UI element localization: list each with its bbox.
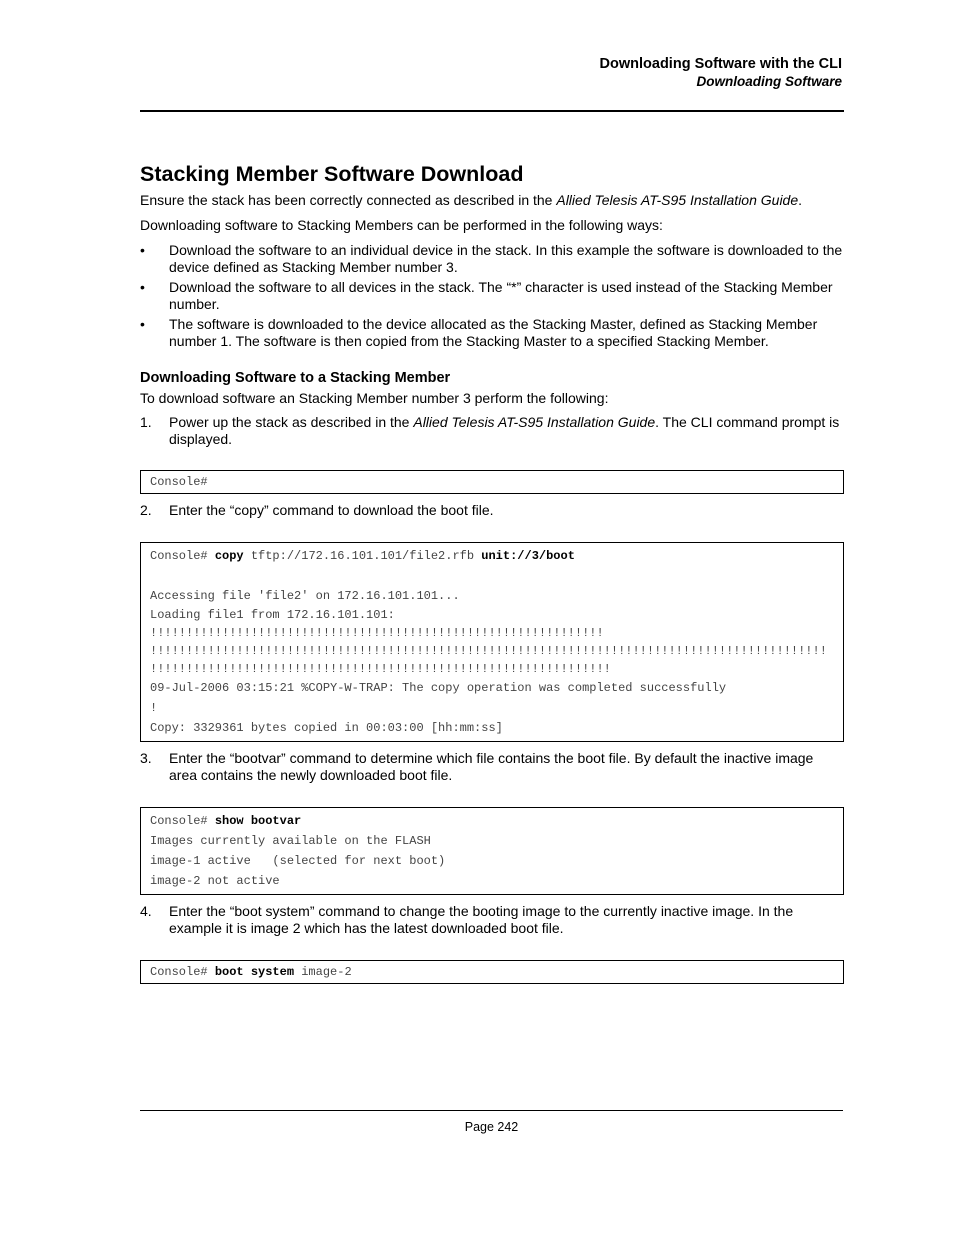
- page-body: [140, 192, 844, 984]
- command-arg: image-2: [301, 965, 352, 979]
- list-item: [140, 279, 844, 313]
- code-line: !!!!!!!!!!!!!!!!!!!!!!!!!!!!!!!!!!!!!!!!!!!!!!!!!!!!!!!!!!!!!!!!!!!!!!!!!!!!!!!!!!!!!!!!!!!!!!: [150, 644, 827, 658]
- code-line: [150, 962, 834, 982]
- intro-reference: Allied Telesis AT-S95 Installation Guide: [556, 192, 799, 208]
- page-number: Page 242: [464, 1120, 519, 1134]
- step-text: Enter the “bootvar” command to determine which file contains the boot file. By default the inactive image area contains the newly downloaded boot file.: [169, 750, 814, 783]
- command: copy: [214, 549, 244, 563]
- step-text: Enter the “boot system” command to change the booting image to the currently inactive image. In the example it is image 2 which has the latest downloaded boot file.: [169, 903, 794, 936]
- code-line-blank: [150, 566, 834, 586]
- step-number: 3.: [140, 750, 152, 766]
- command-arg: tftp://172.16.101.101/file2.rfb: [250, 549, 475, 563]
- command: show bootvar: [214, 814, 302, 828]
- header-divider: [140, 110, 844, 112]
- running-header: [600, 56, 842, 90]
- step-number: 4.: [140, 903, 152, 919]
- code-block-console: [140, 470, 844, 494]
- prompt: Console#: [150, 965, 208, 979]
- code-block-boot-system: [140, 960, 844, 984]
- step-2: [140, 502, 844, 519]
- bullet-marker: •: [140, 316, 145, 332]
- code-line: 09-Jul-2006 03:15:21 %COPY-W-TRAP: The copy operation was completed successfully: [150, 681, 727, 695]
- step-reference: Allied Telesis AT-S95 Installation Guide: [413, 414, 656, 430]
- intro-paragraph: [140, 192, 844, 209]
- step-1: [140, 414, 844, 448]
- footer-divider: [140, 1110, 843, 1111]
- list-item-text: Download the software to all devices in the stack. The “*” character is used instead of the Stacking Member number.: [169, 279, 833, 312]
- code-line: [150, 546, 834, 566]
- list-item: [140, 316, 844, 350]
- command-arg-bold: unit://3/boot: [481, 549, 575, 563]
- code-block-copy: [140, 542, 844, 742]
- subsection-title: Downloading Software to a Stacking Member: [140, 370, 451, 386]
- step-4: [140, 903, 844, 937]
- code-line: Images currently available on the FLASH: [150, 834, 431, 848]
- prompt: Console#: [150, 549, 208, 563]
- step-3: [140, 750, 844, 784]
- step-number: 1.: [140, 414, 152, 430]
- code-line: Copy: 3329361 bytes copied in 00:03:00 [hh:mm:ss]: [150, 721, 503, 735]
- bullet-marker: •: [140, 279, 145, 295]
- code-line: Accessing file 'file2' on 172.16.101.101...: [150, 589, 460, 603]
- code-line: [150, 811, 834, 831]
- list-item-text: The software is downloaded to the device allocated as the Stacking Master, defined as Stacking Member number 1. The software is then copied from the Stacking Master to a specified Stacking Member.: [169, 316, 818, 349]
- code-line: image-1 active (selected for next boot): [150, 854, 446, 868]
- subsection-intro: To download software an Stacking Member number 3 perform the following:: [140, 390, 609, 406]
- section-title: Stacking Member Software Download: [140, 162, 524, 186]
- intro-text: Ensure the stack has been correctly connected as described in the: [140, 192, 557, 208]
- step-number: 2.: [140, 502, 152, 518]
- step-text: Enter the “copy” command to download the boot file.: [169, 502, 494, 518]
- intro-suffix: .: [798, 192, 803, 208]
- prompt: Console#: [150, 814, 208, 828]
- step-suffix: . The CLI command prompt is displayed.: [169, 414, 840, 447]
- ways-paragraph: Downloading software to Stacking Members can be performed in the following ways:: [140, 217, 663, 233]
- bullet-marker: •: [140, 242, 145, 258]
- header-subtitle: Downloading Software: [696, 74, 842, 89]
- code-line: !!!!!!!!!!!!!!!!!!!!!!!!!!!!!!!!!!!!!!!!!!!!!!!!!!!!!!!!!!!!!!!!: [150, 662, 611, 676]
- ways-list: [140, 242, 844, 350]
- list-item-text: Download the software to an individual device in the stack. In this example the software is downloaded to the device defined as Stacking Member number 3.: [169, 242, 843, 275]
- step-text: Power up the stack as described in the: [169, 414, 414, 430]
- code-line: Console#: [150, 475, 208, 489]
- command: boot system: [214, 965, 295, 979]
- code-line: !: [150, 701, 158, 715]
- code-line: image-2 not active: [150, 874, 280, 888]
- header-title: Downloading Software with the CLI: [599, 56, 842, 72]
- code-line: Loading file1 from 172.16.101.101:: [150, 608, 395, 622]
- list-item: [140, 242, 844, 276]
- code-block-bootvar: [140, 807, 844, 895]
- code-line: !!!!!!!!!!!!!!!!!!!!!!!!!!!!!!!!!!!!!!!!!!!!!!!!!!!!!!!!!!!!!!!: [150, 626, 604, 640]
